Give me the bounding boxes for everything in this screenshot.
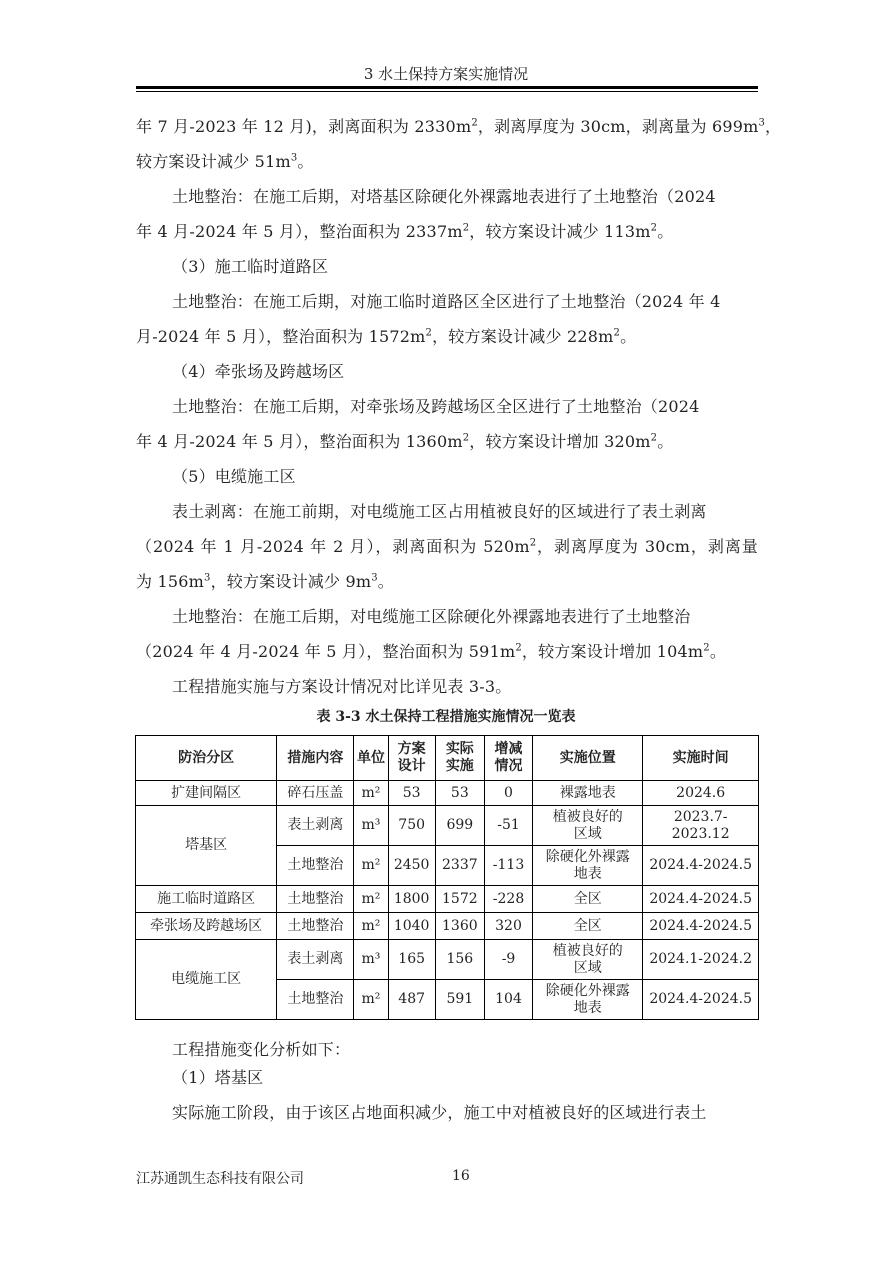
superscript: 2 bbox=[650, 222, 658, 234]
table-header-row bbox=[136, 736, 759, 781]
text-run: ，较方案设计增加 104m bbox=[521, 642, 704, 661]
column-header: 实施位置 bbox=[533, 736, 643, 781]
text-run: 年 4 月-2024 年 5 月），整治面积为 2337m bbox=[136, 222, 463, 241]
text-run: 。 bbox=[297, 152, 314, 171]
zone-cell: 塔基区 bbox=[136, 806, 277, 886]
measures-table bbox=[135, 735, 759, 1020]
measure-cell: 土地整治 bbox=[277, 980, 354, 1020]
paragraph-line bbox=[172, 677, 511, 697]
unit-cell: m² bbox=[354, 886, 388, 913]
text-run: 年 7 月-2023 年 12 月)，剥离面积为 2330m bbox=[136, 117, 472, 136]
table-row bbox=[136, 940, 759, 980]
superscript: 3 bbox=[758, 117, 766, 129]
change-cell: 104 bbox=[484, 980, 532, 1020]
section-heading bbox=[172, 257, 328, 277]
location-cell: 全区 bbox=[533, 913, 643, 940]
superscript: 2 bbox=[650, 432, 658, 444]
time-cell: 2024.4-2024.5 bbox=[643, 980, 759, 1020]
column-header: 实施时间 bbox=[643, 736, 759, 781]
zone-cell: 牵张场及跨越场区 bbox=[136, 913, 277, 940]
superscript: 2 bbox=[462, 222, 470, 234]
text-run: 较方案设计减少 51m bbox=[136, 152, 291, 171]
actual-cell: 591 bbox=[435, 980, 484, 1020]
unit-cell: m³ bbox=[354, 806, 388, 846]
text-run: 实际施工阶段，由于该区占地面积减少，施工中对植被良好的区域进行表土 bbox=[172, 1103, 707, 1122]
column-header: 措施内容 bbox=[277, 736, 354, 781]
unit-cell: m² bbox=[354, 980, 388, 1020]
text-run: 土地整治：在施工后期，对牵张场及跨越场区全区进行了土地整治（2024 bbox=[172, 397, 700, 416]
design-cell: 2450 bbox=[388, 846, 435, 886]
unit-cell: m³ bbox=[354, 940, 388, 980]
text-run: 表土剥离：在施工前期，对电缆施工区占用植被良好的区域进行了表土剥离 bbox=[172, 502, 707, 521]
paragraph-line bbox=[136, 152, 314, 172]
text-run: ，剥离厚度为 30cm，剥离量 bbox=[536, 537, 758, 556]
location-cell: 裸露地表 bbox=[533, 781, 643, 806]
actual-cell: 1572 bbox=[435, 886, 484, 913]
actual-cell: 1360 bbox=[435, 913, 484, 940]
section-heading bbox=[172, 362, 344, 382]
page-number: 16 bbox=[452, 1168, 470, 1184]
actual-cell: 156 bbox=[435, 940, 484, 980]
location-cell: 植被良好的 区域 bbox=[533, 806, 643, 846]
design-cell: 487 bbox=[388, 980, 435, 1020]
measure-cell: 土地整治 bbox=[277, 913, 354, 940]
paragraph-line bbox=[136, 537, 758, 557]
paragraph-line bbox=[172, 1103, 707, 1123]
text-run: 为 156m bbox=[136, 572, 204, 591]
superscript: 2 bbox=[462, 432, 470, 444]
text-run: ，较方案设计减少 228m bbox=[432, 327, 614, 346]
running-header-title: 3 水土保持方案实施情况 bbox=[363, 65, 529, 83]
text-run: （3）施工临时道路区 bbox=[172, 257, 329, 276]
column-header: 方案 设计 bbox=[388, 736, 435, 781]
text-run: （2024 年 4 月-2024 年 5 月），整治面积为 591m bbox=[136, 642, 516, 661]
actual-cell: 53 bbox=[435, 781, 484, 806]
measure-cell: 碎石压盖 bbox=[277, 781, 354, 806]
superscript: 3 bbox=[290, 152, 298, 164]
design-cell: 1800 bbox=[388, 886, 435, 913]
zone-cell: 施工临时道路区 bbox=[136, 886, 277, 913]
time-cell: 2024.4-2024.5 bbox=[643, 846, 759, 886]
unit-cell: m² bbox=[354, 913, 388, 940]
column-header: 单位 bbox=[354, 736, 388, 781]
text-run: 土地整治：在施工后期，对塔基区除硬化外裸露地表进行了土地整治（2024 bbox=[172, 187, 716, 206]
time-cell: 2023.7-2023.12 bbox=[643, 806, 759, 846]
location-cell: 全区 bbox=[533, 886, 643, 913]
location-cell: 除硬化外裸露 地表 bbox=[533, 980, 643, 1020]
section-heading bbox=[172, 467, 296, 487]
paragraph-line bbox=[136, 222, 673, 242]
measure-cell: 表土剥离 bbox=[277, 940, 354, 980]
superscript: 2 bbox=[529, 537, 537, 549]
change-cell: -9 bbox=[484, 940, 532, 980]
paragraph-line bbox=[136, 572, 394, 592]
table-body bbox=[136, 781, 759, 1020]
location-cell: 除硬化外裸露 地表 bbox=[533, 846, 643, 886]
location-cell: 植被良好的 区域 bbox=[533, 940, 643, 980]
text-run: 月-2024 年 5 月），整治面积为 1572m bbox=[136, 327, 426, 346]
text-run: 工程措施变化分析如下： bbox=[172, 1040, 351, 1059]
time-cell: 2024.6 bbox=[643, 781, 759, 806]
text-run: ，较方案设计增加 320m bbox=[469, 432, 651, 451]
table-row bbox=[136, 913, 759, 940]
design-cell: 53 bbox=[388, 781, 435, 806]
change-cell: 320 bbox=[484, 913, 532, 940]
superscript: 3 bbox=[204, 572, 211, 584]
text-run: （4）牵张场及跨越场区 bbox=[172, 362, 345, 381]
superscript: 3 bbox=[371, 572, 378, 584]
time-cell: 2024.4-2024.5 bbox=[643, 886, 759, 913]
table-row bbox=[136, 886, 759, 913]
table-row bbox=[136, 781, 759, 806]
text-run: ，较方案设计减少 9m bbox=[210, 572, 372, 591]
paragraph-line bbox=[172, 187, 716, 207]
unit-cell: m² bbox=[354, 846, 388, 886]
change-cell: -228 bbox=[484, 886, 532, 913]
design-cell: 1040 bbox=[388, 913, 435, 940]
text-run: （2024 年 1 月-2024 年 2 月），剥离面积为 520m bbox=[136, 537, 530, 556]
measure-cell: 土地整治 bbox=[277, 846, 354, 886]
measure-cell: 表土剥离 bbox=[277, 806, 354, 846]
superscript: 2 bbox=[613, 327, 621, 339]
unit-cell: m² bbox=[354, 781, 388, 806]
time-cell: 2024.4-2024.5 bbox=[643, 913, 759, 940]
actual-cell: 2337 bbox=[435, 846, 484, 886]
text-run: 年 4 月-2024 年 5 月），整治面积为 1360m bbox=[136, 432, 463, 451]
column-header: 增减 情况 bbox=[484, 736, 532, 781]
measure-cell: 土地整治 bbox=[277, 886, 354, 913]
footer-company: 江苏通凯生态科技有限公司 bbox=[136, 1171, 304, 1187]
text-run: （1）塔基区 bbox=[172, 1068, 264, 1087]
change-cell: -51 bbox=[484, 806, 532, 846]
design-cell: 165 bbox=[388, 940, 435, 980]
paragraph-line bbox=[136, 642, 726, 662]
superscript: 2 bbox=[703, 642, 710, 654]
paragraph-line bbox=[172, 1040, 350, 1060]
text-run: ， bbox=[765, 117, 782, 136]
text-run: ，较方案设计减少 113m bbox=[469, 222, 651, 241]
paragraph-line bbox=[136, 117, 782, 137]
paragraph-line bbox=[172, 607, 690, 627]
paragraph-line bbox=[172, 397, 700, 417]
table-caption: 表 3-3 水土保持工程措施实施情况一览表 bbox=[316, 709, 576, 725]
text-run: 土地整治：在施工后期，对电缆施工区除硬化外裸露地表进行了土地整治 bbox=[172, 607, 691, 626]
text-run: 。 bbox=[657, 432, 674, 451]
superscript: 2 bbox=[425, 327, 433, 339]
text-run: 。 bbox=[709, 642, 727, 661]
section-heading bbox=[172, 1068, 263, 1088]
paragraph-line bbox=[136, 327, 636, 347]
text-run: 土地整治：在施工后期，对施工临时道路区全区进行了土地整治（2024 年 4 bbox=[172, 292, 721, 311]
paragraph-line bbox=[172, 502, 707, 522]
table-row bbox=[136, 806, 759, 846]
column-header: 防治分区 bbox=[136, 736, 277, 781]
paragraph-line bbox=[172, 292, 720, 312]
text-run: （5）电缆施工区 bbox=[172, 467, 296, 486]
text-run: 。 bbox=[657, 222, 674, 241]
paragraph-line bbox=[136, 432, 673, 452]
change-cell: 0 bbox=[484, 781, 532, 806]
text-run: 工程措施实施与方案设计情况对比详见表 3-3。 bbox=[172, 677, 512, 696]
zone-cell: 电缆施工区 bbox=[136, 940, 277, 1020]
zone-cell: 扩建间隔区 bbox=[136, 781, 277, 806]
actual-cell: 699 bbox=[435, 806, 484, 846]
header-rule-thick bbox=[136, 86, 758, 89]
design-cell: 750 bbox=[388, 806, 435, 846]
superscript: 2 bbox=[471, 117, 478, 129]
text-run: ，剥离厚度为 30cm，剥离量为 699m bbox=[477, 117, 759, 136]
column-header: 实际 实施 bbox=[435, 736, 484, 781]
header-rule-thin bbox=[136, 91, 758, 92]
superscript: 2 bbox=[515, 642, 522, 654]
change-cell: -113 bbox=[484, 846, 532, 886]
text-run: 。 bbox=[377, 572, 394, 591]
time-cell: 2024.1-2024.2 bbox=[643, 940, 759, 980]
text-run: 。 bbox=[620, 327, 637, 346]
